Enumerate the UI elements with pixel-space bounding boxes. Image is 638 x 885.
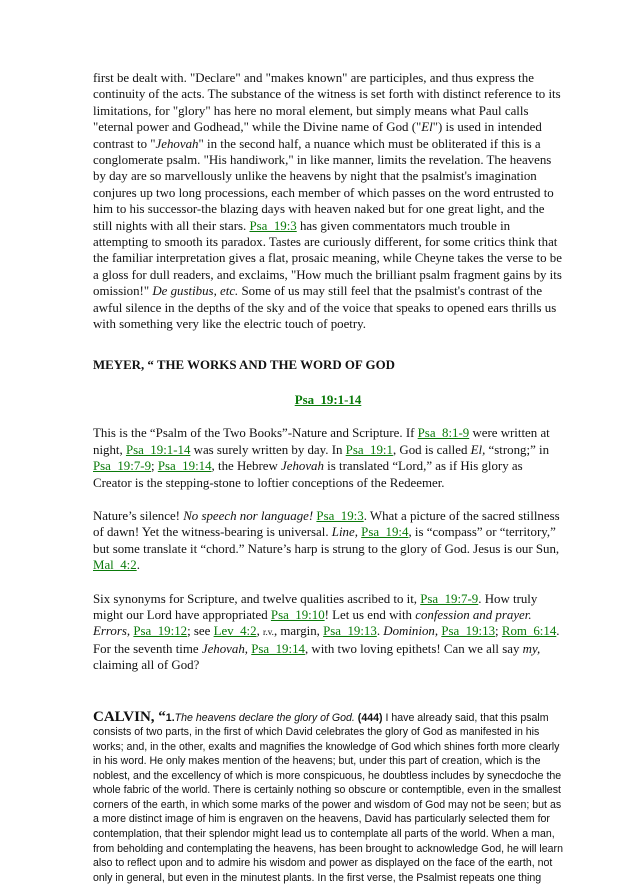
meyer-reference bbox=[93, 392, 563, 408]
italic-text: El bbox=[421, 120, 433, 135]
text-run: ; bbox=[495, 624, 502, 639]
italic-text: my, bbox=[522, 641, 541, 656]
calvin-heading: CALVIN, “ bbox=[93, 708, 166, 725]
scripture-link[interactable]: Psa_19:3 bbox=[249, 218, 297, 233]
scripture-link[interactable]: Mal_4:2 bbox=[93, 558, 137, 573]
text-run: , God is called bbox=[392, 442, 471, 457]
italic-text: El, bbox=[470, 442, 486, 457]
text-run: “strong;” in bbox=[485, 442, 550, 457]
scripture-link[interactable]: Psa_19:13 bbox=[441, 624, 496, 639]
text-run: , with two loving epithets! Can we all say bbox=[304, 641, 523, 656]
text-run: . bbox=[376, 624, 384, 639]
italic-text: Jehovah bbox=[281, 459, 324, 474]
scripture-link[interactable]: Psa_19:3 bbox=[316, 508, 364, 523]
text-run: has given commentators much trouble in attempting to smooth its paradox. Tastes are curiously different, for some critics think that the familiar interpretation gives a flat, prosaic meaning, while Cheyne takes the verse to be a gloss for dull readers, and exclaims, "How much the brilliant psalm fragment gains by its omission!" bbox=[93, 218, 562, 299]
italic-text: Dominion, bbox=[383, 624, 439, 639]
scripture-link[interactable]: Psa_19:7-9 bbox=[420, 591, 479, 606]
text-run: , bbox=[256, 624, 264, 639]
italic-text: No speech nor language! bbox=[183, 508, 314, 523]
text-run: ; bbox=[151, 459, 158, 474]
meyer-paragraph-3 bbox=[93, 591, 563, 674]
text-run: , the Hebrew bbox=[211, 459, 281, 474]
italic-text: Jehovah, bbox=[201, 641, 249, 656]
text-run: was surely written by day. In bbox=[190, 442, 346, 457]
text-run: Some of us may still feel that the psalmist's contrast of the awful silence in the depths of the sky and of the voice that speaks to opened ears thrills us with something very like the electric touch of poetry. bbox=[93, 284, 557, 332]
document-page bbox=[93, 70, 563, 885]
meyer-paragraph-2 bbox=[93, 508, 563, 574]
text-run: , margin, bbox=[273, 624, 324, 639]
text-run: . bbox=[136, 558, 140, 573]
text-run: Six synonyms for Scripture, and twelve qualities ascribed to it, bbox=[93, 591, 421, 606]
scripture-link[interactable]: Psa_8:1-9 bbox=[417, 426, 470, 441]
scripture-link[interactable]: Psa_19:4 bbox=[361, 525, 409, 540]
text-run: " in the second half, a nuance which must be obliterated if this is a conglomerate psalm. "His handiwork," in like manner, limits the revelation. The heavens by day are so marvellously unlike the heavens by night that the psalmist's imagination conjures up two long processions, each member of which passes on the word entrusted to him to his successor-the blazing days with heaven naked but for one great light, and the still nights with all their stars. bbox=[93, 136, 554, 233]
italic-text: Line, bbox=[331, 525, 358, 540]
scripture-link[interactable]: Psa_19:7-9 bbox=[93, 459, 152, 474]
text-run: . What a picture of the sacred stillness of dawn! Yet the witness-bearing is universal. bbox=[93, 508, 560, 540]
scripture-link[interactable]: Rom_6:14 bbox=[501, 624, 557, 639]
text-run: Nature’s silence! bbox=[93, 508, 184, 523]
text-run: claiming all of God? bbox=[93, 658, 200, 673]
italic-text: confession and prayer. Errors, bbox=[93, 607, 532, 639]
scripture-link[interactable]: Psa_19:1-14 bbox=[294, 392, 362, 407]
small-caps-text: r.v. bbox=[263, 627, 274, 638]
text-run: I have already said, that this psalm consists of two parts, in the first of which David celebrates the glory of God as manifested in his works; and, in the other, exalts and magnifies the knowledge of God which shines forth more clearly in his word. He only makes mention of the heavens; but, under this part of creation, which is the noblest, and the excellency of which is more conspicuous, he doubtless includes by synecdoche the whole fabric of the world. There is certainly nothing so obscure or contemptible, even in the smallest corners of the earth, in which some marks of the power and wisdom of God may not be seen; but as a more distinct image of him is engraven on the heavens, David has particularly selected them for contemplation, that their splendor might lead us to contemplate all parts of the world. When a man, from beholding and contemplating the heavens, has been brought to acknowledge God, he will learn also to reflect upon and to admire his wisdom and power as displayed on the face of the earth, not only in general, but even in the minutest plants. In the first verse, the Psalmist repeats one thing bbox=[93, 711, 563, 884]
page-marker: (444) bbox=[357, 711, 383, 724]
meyer-heading: MEYER, “ THE WORKS AND THE WORD OF GOD bbox=[93, 357, 395, 372]
scripture-link[interactable]: Lev_4:2 bbox=[213, 624, 257, 639]
text-run: This is the “Psalm of the Two Books”-Nature and Scripture. If bbox=[93, 426, 418, 441]
text-run: ; see bbox=[187, 624, 214, 639]
verse-text: The heavens declare the glory of God. bbox=[174, 711, 355, 724]
scripture-link[interactable]: Psa_19:1-14 bbox=[125, 442, 191, 457]
scripture-link[interactable]: Psa_19:13 bbox=[323, 624, 377, 639]
text-run: is translated “Lord,” as if His glory as Creator is the stepping-stone to loftier conceptions of the Redeemer. bbox=[93, 459, 523, 490]
text-run: . For the seventh time bbox=[93, 624, 560, 656]
text-run: . How truly might our Lord have appropriated bbox=[93, 591, 538, 622]
text-run: ! Let us end with bbox=[324, 607, 416, 622]
text-run: were written at night, bbox=[93, 426, 550, 457]
scripture-link[interactable]: Psa_19:14 bbox=[251, 641, 305, 656]
verse-number: 1. bbox=[165, 711, 175, 724]
scripture-link[interactable]: Psa_19:10 bbox=[270, 607, 325, 622]
scripture-link[interactable]: Psa_19:14 bbox=[157, 459, 212, 474]
meyer-paragraph-1 bbox=[93, 425, 563, 491]
scripture-link[interactable]: Psa_19:1 bbox=[345, 442, 393, 457]
italic-text: De gustibus, etc. bbox=[152, 284, 239, 299]
italic-text: Jehovah bbox=[155, 136, 199, 151]
text-run: , is “compass” or “territory,” but some translate it “chord.” Nature’s harp is strung to the glory of God. Jesus is our Sun, bbox=[93, 525, 560, 556]
commentary-paragraph bbox=[93, 70, 563, 333]
calvin-paragraph bbox=[93, 710, 563, 885]
scripture-link[interactable]: Psa_19:12 bbox=[133, 624, 188, 639]
text-run: first be dealt with. "Declare" and "makes known" are participles, and thus express the continuity of the acts. The substance of the witness is set forth with distinct reference to its limitations, for "glory" has here no moral element, but simply means what Paul calls "eternal power and Godhead," while the Divine name of God (" bbox=[93, 71, 561, 135]
text-run: ") is used in intended contrast to " bbox=[93, 120, 542, 151]
